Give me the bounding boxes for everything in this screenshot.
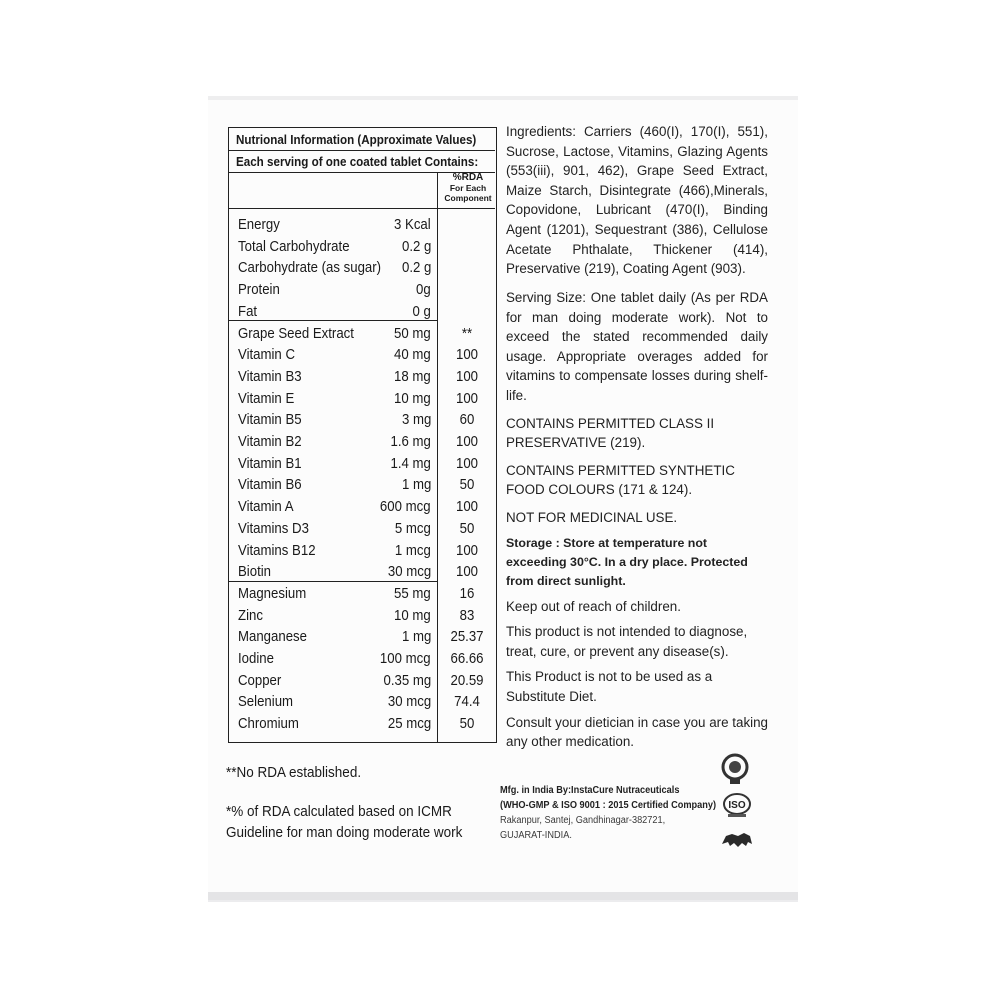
- nutrient-row: [229, 409, 494, 431]
- nutrient-name: Vitamin B2: [238, 433, 302, 450]
- who-gmp-seal-icon: [720, 752, 750, 786]
- nutrient-name: Total Carbohydrate: [238, 237, 350, 255]
- nutrient-amount: 40 mg: [394, 346, 431, 364]
- nutrient-rda: 50: [459, 519, 475, 537]
- rda-basis-note: Guideline for man doing moderate work: [226, 824, 463, 841]
- nutrient-name: Vitamin C: [238, 346, 295, 364]
- nutrient-rda: **: [461, 324, 473, 342]
- nutrient-row: [229, 540, 494, 562]
- nutrient-amount: 25 mcg: [387, 715, 431, 733]
- nutrient-name: Vitamin B1: [238, 454, 302, 472]
- nutrient-row: [229, 518, 494, 540]
- nutrient-name: Energy: [238, 216, 280, 233]
- nutrient-name: Vitamin A: [238, 498, 294, 516]
- preservative-text: CONTAINS PERMITTED CLASS II PRESERVATIVE (219).: [506, 415, 715, 451]
- nutrient-amount: 1.4 mg: [390, 454, 431, 472]
- nutrient-amount: 5 mcg: [395, 519, 431, 537]
- rda-header-line: For Each: [449, 183, 487, 193]
- colours-text: CONTAINS PERMITTED SYNTHETIC FOOD COLOURS (171 & 124).: [506, 462, 735, 498]
- nutrient-rda: 100: [455, 541, 479, 559]
- nutrient-row: [229, 605, 494, 627]
- divider: [229, 208, 495, 209]
- nutrient-row: [229, 214, 494, 236]
- nutrient-amount: 1 mg: [401, 628, 431, 646]
- nutrient-amount: 55 mg: [394, 584, 431, 602]
- nutrient-name: Selenium: [238, 693, 294, 711]
- nutrient-rda: 100: [455, 454, 479, 472]
- nutrient-amount: 30 mcg: [387, 563, 431, 581]
- nutrient-name: Vitamin B3: [238, 367, 302, 385]
- nutrition-table: [228, 127, 497, 743]
- nutrient-row: [229, 431, 494, 453]
- substitute-text: This Product is not to be used as a Substitute Diet.: [506, 669, 713, 704]
- nutrient-name: Chromium: [238, 715, 299, 733]
- nutrient-row: [229, 561, 494, 583]
- nutrient-amount: 0.35 mg: [383, 671, 431, 689]
- nutrient-amount: 30 mcg: [387, 693, 431, 711]
- rda-header: [440, 173, 496, 203]
- ingredients-text: Ingredients: Carriers (460(I), 170(I), 551), Sucrose, Lactose, Vitamins, Glazing Agents (553(iii), 901, 462), Grape Seed Extract, Maize Starch, Disintegrate (466),Minerals, Copovidone, Lubricant (470(I), Binding Agent (1201), Sequestrant (386), Cellulose Acetate Phthalate, Thickener (414), Preservative (219), Coating Agent (903).: [506, 124, 768, 277]
- right-column: [506, 122, 768, 752]
- consult-text: Consult your dietician in case you are taking any other medication.: [506, 714, 769, 750]
- nutrient-row: [229, 257, 494, 279]
- nutrient-rda: 100: [455, 563, 479, 581]
- manufacturer-line: Mfg. in India By:InstaCure Nutraceuticals: [500, 785, 680, 796]
- nutrient-amount: 0 g: [412, 302, 431, 320]
- nutrient-amount: 0g: [416, 281, 431, 299]
- nutrient-rda: 16: [459, 584, 475, 602]
- nutrient-row: [229, 366, 494, 388]
- no-rda-note: **No RDA established.: [226, 764, 362, 781]
- nutrient-amount: 50 mg: [394, 324, 431, 342]
- nutrient-rda: 50: [459, 476, 475, 494]
- nutrient-row: [229, 496, 494, 518]
- nutrient-name: Fat: [238, 302, 258, 320]
- nutrient-row: [229, 713, 494, 735]
- nutrient-rda: 100: [455, 367, 479, 385]
- nutrient-rda: 60: [459, 411, 475, 429]
- nutrient-amount: 3 mg: [401, 411, 431, 429]
- nutrient-amount: 3 Kcal: [394, 216, 431, 233]
- nutrient-name: Zinc: [238, 606, 263, 624]
- nutrient-amount: 0.2 g: [401, 259, 431, 277]
- divider: [229, 150, 495, 151]
- nutrient-name: Vitamin E: [238, 389, 295, 407]
- nutrient-name: Copper: [238, 671, 282, 689]
- nutrient-row: [229, 388, 494, 410]
- nutrient-row: [229, 691, 494, 713]
- nutrient-name: Carbohydrate (as sugar): [238, 259, 382, 277]
- nutrient-rda: 20.59: [450, 671, 484, 689]
- rda-header-line: Component: [444, 193, 492, 203]
- nutrient-rda: 100: [455, 346, 479, 364]
- nutrient-amount: 0.2 g: [401, 237, 431, 255]
- nutrient-rda: 50: [459, 715, 475, 733]
- nutrient-amount: 600 mcg: [380, 498, 431, 516]
- not-medicinal-text: NOT FOR MEDICINAL USE.: [506, 509, 678, 525]
- bottom-edge: [208, 892, 798, 900]
- nutrient-row: [229, 626, 494, 648]
- nutrient-row: [229, 344, 494, 366]
- nutrient-name: Biotin: [238, 563, 272, 581]
- nutrient-name: Iodine: [238, 650, 274, 667]
- nutrient-rda: 66.66: [450, 650, 484, 667]
- nutrient-name: Vitamins B12: [238, 541, 316, 559]
- children-text: Keep out of reach of children.: [506, 598, 681, 614]
- nutrient-row: [229, 236, 494, 258]
- rda-basis-note: *% of RDA calculated based on ICMR: [226, 803, 452, 820]
- nutrient-name: Grape Seed Extract: [238, 324, 354, 342]
- nutrient-amount: 100 mcg: [380, 650, 431, 667]
- nutrient-name: Vitamins D3: [238, 519, 309, 537]
- nutrient-name: Protein: [238, 281, 280, 299]
- manufacturer-line: GUJARAT-INDIA.: [500, 830, 572, 841]
- nutrient-rda: 100: [455, 498, 479, 516]
- serving-size-text: Serving Size: One tablet daily (As per RDA for man doing moderate work). Not to exceed the stated recommended daily usage. Appropriate overages added for vitamins to compensate losses during shelf-life.: [506, 290, 768, 403]
- nutrient-row: [229, 648, 494, 670]
- iso-logo-text: ISO: [728, 800, 746, 811]
- nutrient-rda: 25.37: [450, 628, 484, 646]
- manufacturer-line: (WHO-GMP & ISO 9001 : 2015 Certified Company): [500, 800, 717, 811]
- nutrient-row: [229, 583, 494, 605]
- nutrient-rda: 100: [455, 433, 479, 450]
- disclaimer-text: This product is not intended to diagnose, treat, cure, or prevent any disease(s).: [506, 624, 748, 659]
- nutrition-title: Nutrional Information (Approximate Values): [236, 133, 477, 147]
- nutrient-rda: 74.4: [454, 693, 480, 711]
- nutrient-row: [229, 279, 494, 301]
- nutrient-row: [229, 670, 494, 692]
- nutrient-rda: 100: [455, 389, 479, 407]
- nutrient-amount: 1.6 mg: [390, 433, 431, 450]
- nutrient-rda: 83: [459, 606, 475, 624]
- nutrient-name: Magnesium: [238, 584, 307, 602]
- storage-text: Storage : Store at temperature not exceeding 30°C. In a dry place. Protected from direct sunlight.: [506, 535, 748, 588]
- nutrient-row: [229, 474, 494, 496]
- rda-header-line: %RDA: [452, 172, 484, 183]
- lion-emblem-icon: [720, 830, 754, 850]
- nutrient-amount: 1 mcg: [395, 541, 431, 559]
- nutrient-name: Vitamin B6: [238, 476, 302, 494]
- nutrient-name: Vitamin B5: [238, 411, 302, 429]
- nutrient-amount: 1 mg: [401, 476, 431, 494]
- nutrient-row: [229, 453, 494, 475]
- nutrient-amount: 10 mg: [394, 389, 431, 407]
- iso-logo-icon: [722, 792, 752, 820]
- serving-line: Each serving of one coated tablet Contains:: [236, 155, 479, 169]
- nutrient-name: Manganese: [238, 628, 307, 646]
- nutrient-amount: 18 mg: [394, 367, 431, 385]
- nutrient-row: [229, 301, 494, 323]
- manufacturer-line: Rakanpur, Santej, Gandhinagar-382721,: [500, 815, 666, 826]
- nutrient-row: [229, 323, 494, 345]
- nutrient-amount: 10 mg: [394, 606, 431, 624]
- manufacturer-block: [500, 783, 716, 843]
